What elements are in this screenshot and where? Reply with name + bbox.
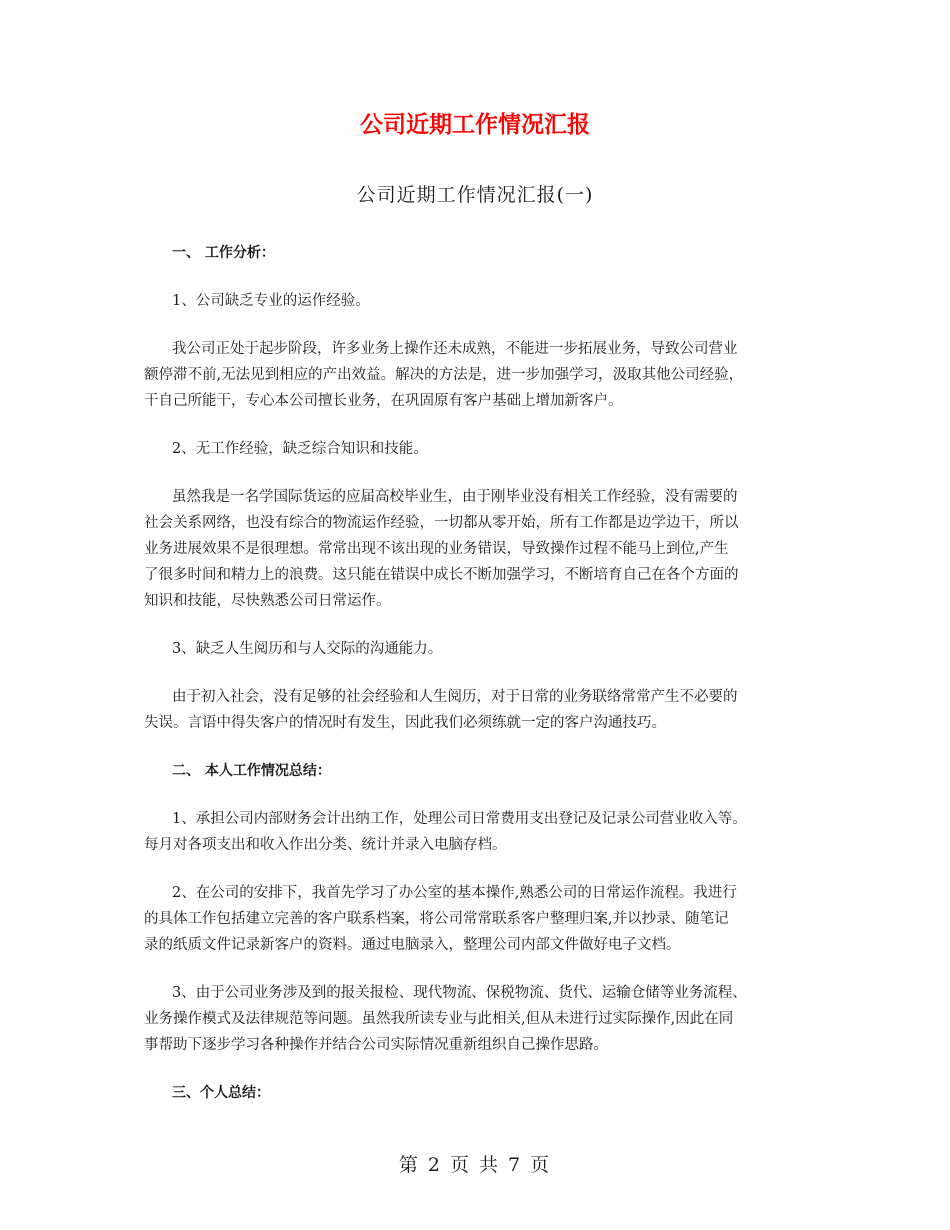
page-number-footer: 第 2 页 共 7 页 [398, 1154, 552, 1176]
paragraph-line: 虽然我是一名学国际货运的应届高校毕业生，由于刚毕业没有相关工作经验，没有需要的 [172, 489, 738, 505]
paragraph-line: 录的纸质文件记录新客户的资料。通过电脑录入，整理公司内部文件做好电子文档。 [144, 937, 681, 953]
paragraph [144, 980, 812, 1058]
paragraph-line: 社会关系网络，也没有综合的物流运作经验，一切都从零开始，所有工作都是边学边干，所以 [144, 515, 739, 531]
paragraph-line: 2、在公司的安排下，我首先学习了办公室的基本操作,熟悉公司的日常运作流程。我进行 [172, 885, 737, 901]
paragraph [144, 484, 812, 614]
document-title: 公司近期工作情况汇报 [360, 112, 590, 138]
paragraph-line: 失误。言语中得失客户的情况时有发生，因此我们必须练就一定的客户沟通技巧。 [144, 715, 666, 731]
paragraph-line: 事帮助下逐步学习各种操作并结合公司实际情况重新组织自己操作思路。 [144, 1037, 608, 1053]
paragraph-line: 干自己所能干，专心本公司擅长业务，在巩固原有客户基础上增加新客户。 [144, 393, 623, 409]
paragraph-line: 知识和技能，尽快熟悉公司日常运作。 [144, 593, 391, 609]
list-item-heading: 1、公司缺乏专业的运作经验。 [172, 293, 370, 309]
document-body [144, 240, 812, 1106]
paragraph-line: 由于初入社会，没有足够的社会经验和人生阅历，对于日常的业务联络常常产生不必要的 [172, 689, 738, 705]
section-heading: 一、 工作分析： [172, 245, 275, 261]
paragraph [144, 880, 812, 958]
section-heading: 三、个人总结： [172, 1085, 270, 1101]
list-item-heading: 2、无工作经验，缺乏综合知识和技能。 [172, 441, 428, 457]
paragraph [144, 336, 812, 414]
paragraph-line: 额停滞不前,无法见到相应的产出效益。解决的方法是，进一步加强学习，汲取其他公司经验， [144, 367, 744, 383]
paragraph [144, 806, 812, 858]
document-subtitle: 公司近期工作情况汇报(一) [356, 184, 594, 206]
paragraph-line: 业务进展效果不是很理想。常常出现不该出现的业务错误，导致操作过程不能马上到位,产生 [144, 541, 729, 557]
paragraph-line: 了很多时间和精力上的浪费。这只能在错误中成长不断加强学习，不断培育自己在各个方面的 [144, 567, 739, 583]
paragraph-line: 3、由于公司业务涉及到的报关报检、现代物流、保税物流、货代、运输仓储等业务流程、 [172, 985, 747, 1001]
paragraph-line: 每月对各项支出和收入作出分类、统计并录入电脑存档。 [144, 837, 507, 853]
paragraph-line: 1、承担公司内部财务会计出纳工作，处理公司日常费用支出登记及记录公司营业收入等。 [172, 811, 747, 827]
paragraph [144, 684, 812, 736]
paragraph-line: 业务操作模式及法律规范等问题。虽然我所读专业与此相关,但从未进行过实际操作,因此在同 [144, 1011, 734, 1027]
paragraph-line: 我公司正处于起步阶段，许多业务上操作还未成熟，不能进一步拓展业务，导致公司营业 [172, 341, 738, 357]
section-heading: 二、 本人工作情况总结： [172, 763, 331, 779]
paragraph-line: 的具体工作包括建立完善的客户联系档案，将公司常常联系客户整理归案,并以抄录、随笔记 [144, 911, 729, 927]
list-item-heading: 3、缺乏人生阅历和与人交际的沟通能力。 [172, 641, 443, 657]
